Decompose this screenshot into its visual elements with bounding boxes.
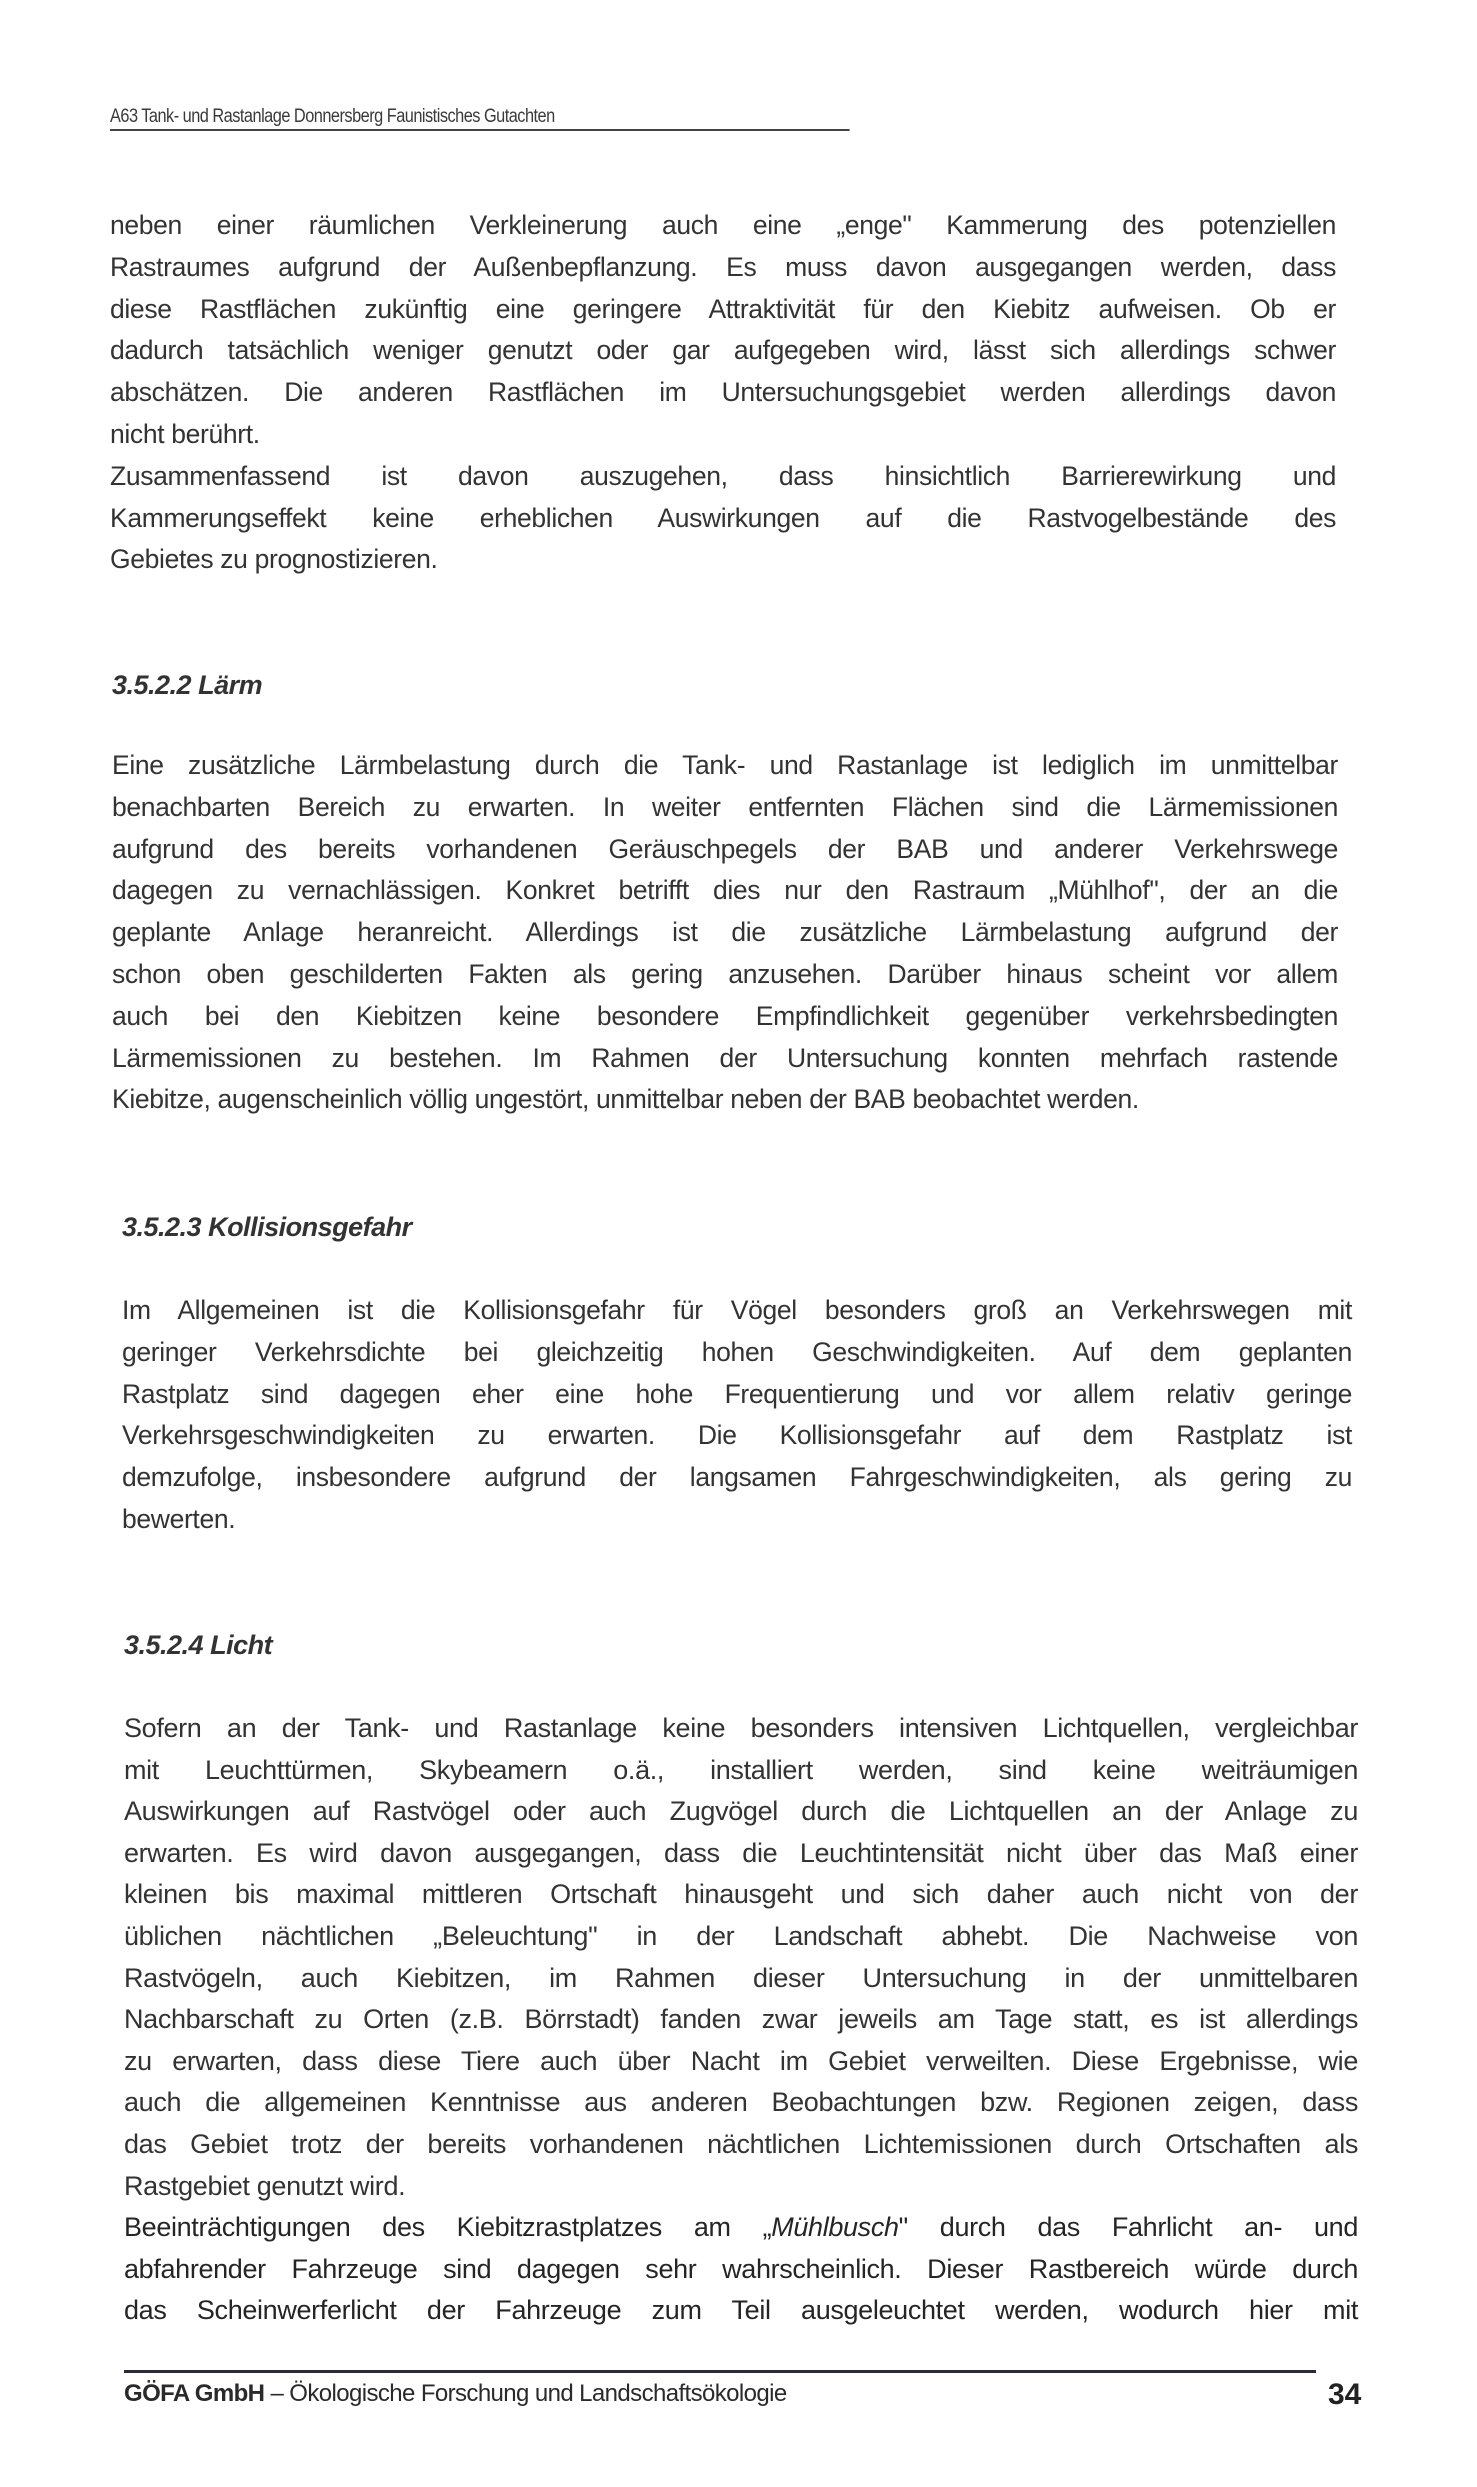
text-line: auch bei den Kiebitzen keine besondere Empfindlichkeit gegenüber verkehrsbedingten: [112, 1000, 1338, 1031]
text-line: neben einer räumlichen Verkleinerung auch eine „enge" Kammerung des potenziellen: [110, 210, 1336, 240]
text-line: Verkehrsgeschwindigkeiten zu erwarten. Die Kollisionsgefahr auf dem Rastplatz ist: [122, 1420, 1352, 1451]
text-line: abschätzen. Die anderen Rastflächen im Untersuchungsgebiet werden allerdings davon: [110, 377, 1336, 408]
text-line: Rastraumes aufgrund der Außenbepflanzung. Es muss davon ausgegangen werden, dass: [110, 251, 1336, 282]
text-line: mit Leuchttürmen, Skybeamern o.ä., installiert werden, sind keine weiträumigen: [124, 1754, 1358, 1785]
text-line: Im Allgemeinen ist die Kollisionsgefahr für Vögel besonders groß an Verkehrswegen mit: [122, 1295, 1352, 1325]
paragraph: [110, 456, 1336, 581]
text-line: benachbarten Bereich zu erwarten. In weiter entfernten Flächen sind die Lärmemissionen: [112, 791, 1338, 822]
intro-block: [110, 205, 1336, 581]
text-line: erwarten. Es wird davon ausgegangen, dass die Leuchtintensität nicht über das Maß einer: [124, 1837, 1358, 1868]
text-line: Nachbarschaft zu Orten (z.B. Börrstadt) fanden zwar jeweils am Tage statt, es ist allerdings: [124, 2004, 1358, 2035]
section-body: [112, 745, 1338, 1121]
text-line: demzufolge, insbesondere aufgrund der langsamen Fahrgeschwindigkeiten, als gering zu: [122, 1462, 1352, 1493]
text-line: aufgrund des bereits vorhandenen Geräuschpegels der BAB und anderer Verkehrswege: [112, 833, 1338, 864]
section-heading: 3.5.2.3 Kollisionsgefahr: [122, 1212, 412, 1242]
text-line: dagegen zu vernachlässigen. Konkret betrifft dies nur den Rastraum „Mühlhof", der an die: [112, 875, 1338, 906]
text-line: geplante Anlage heranreicht. Allerdings ist die zusätzliche Lärmbelastung aufgrund der: [112, 917, 1338, 948]
text-run: Beeinträchtigungen des Kiebitzrastplatzes am „: [124, 2212, 772, 2243]
text-line: auch die allgemeinen Kenntnisse aus anderen Beobachtungen bzw. Regionen zeigen, dass: [124, 2087, 1358, 2118]
section-body: [124, 1708, 1358, 2332]
text-line: bewerten.: [122, 1503, 236, 1534]
text-line: abfahrender Fahrzeuge sind dagegen sehr wahrscheinlich. Dieser Rastbereich würde durch: [124, 2253, 1358, 2284]
paragraph: [122, 1290, 1352, 1541]
section-heading: 3.5.2.4 Licht: [124, 1630, 273, 1660]
paragraph: [124, 2207, 1358, 2332]
text-line: kleinen bis maximal mittleren Ortschaft hinausgeht und sich daher auch nicht von der: [124, 1879, 1358, 1910]
text-line: Auswirkungen auf Rastvögel oder auch Zugvögel durch die Lichtquellen an der Anlage zu: [124, 1796, 1358, 1827]
text-line: Kammerungseffekt keine erheblichen Auswirkungen auf die Rastvogelbestände des: [110, 502, 1336, 533]
text-line: das Scheinwerferlicht der Fahrzeuge zum Teil ausgeleuchtet werden, wodurch hier mit: [124, 2295, 1358, 2326]
text-line: Kiebitze, augenscheinlich völlig ungestört, unmittelbar neben der BAB beobachtet werden.: [112, 1084, 1139, 1115]
text-line: Eine zusätzliche Lärmbelastung durch die Tank- und Rastanlage ist lediglich im unmittelbar: [112, 750, 1338, 780]
text-line: Rastgebiet genutzt wird.: [124, 2170, 406, 2201]
text-line: dadurch tatsächlich weniger genutzt oder gar aufgegeben wird, lässt sich allerdings schwer: [110, 335, 1336, 366]
footer-company: GÖFA GmbH: [124, 2380, 265, 2407]
footer-subtitle: – Ökologische Forschung und Landschaftsökologie: [264, 2380, 787, 2407]
paragraph: [110, 205, 1336, 456]
text-line: das Gebiet trotz der bereits vorhandenen nächtlichen Lichtemissionen durch Ortschaften als: [124, 2128, 1358, 2159]
section-body: [122, 1290, 1352, 1541]
text-line: Gebietes zu prognostizieren.: [110, 544, 438, 575]
text-line: geringer Verkehrsdichte bei gleichzeitig hohen Geschwindigkeiten. Auf dem geplanten: [122, 1336, 1352, 1367]
text-line: [124, 2207, 1358, 2249]
footer-text: [124, 2380, 787, 2408]
page-number: 34: [1328, 2378, 1362, 2411]
text-line: Rastplatz sind dagegen eher eine hohe Frequentierung und vor allem relativ geringe: [122, 1378, 1352, 1409]
text-line: Zusammenfassend ist davon auszugehen, dass hinsichtlich Barrierewirkung und: [110, 460, 1336, 491]
text-line: üblichen nächtlichen „Beleuchtung" in der Landschaft abhebt. Die Nachweise von: [124, 1920, 1358, 1951]
text-line: Sofern an der Tank- und Rastanlage keine besonders intensiven Lichtquellen, vergleichbar: [124, 1713, 1358, 1743]
paragraph: [112, 745, 1338, 1121]
paragraph: [124, 1708, 1358, 2207]
section-heading: 3.5.2.2 Lärm: [112, 670, 263, 700]
text-line: nicht berührt.: [110, 418, 260, 449]
text-run: " durch das Fahrlicht an- und: [898, 2212, 1358, 2243]
footer-divider: [124, 2370, 1316, 2373]
text-line: Rastvögeln, auch Kiebitzen, im Rahmen dieser Untersuchung in der unmittelbaren: [124, 1962, 1358, 1993]
running-header: A63 Tank- und Rastanlage Donnersberg Faunistisches Gutachten: [110, 106, 850, 131]
text-line: schon oben geschilderten Fakten als gering anzusehen. Darüber hinaus scheint vor allem: [112, 958, 1338, 989]
text-line: zu erwarten, dass diese Tiere auch über Nacht im Gebiet verweilten. Diese Ergebnisse, wie: [124, 2045, 1358, 2076]
text-line: diese Rastflächen zukünftig eine geringere Attraktivität für den Kiebitz aufweisen. Ob er: [110, 293, 1336, 324]
text-line: Lärmemissionen zu bestehen. Im Rahmen der Untersuchung konnten mehrfach rastende: [112, 1042, 1338, 1073]
place-name: Mühlbusch: [771, 2212, 899, 2243]
